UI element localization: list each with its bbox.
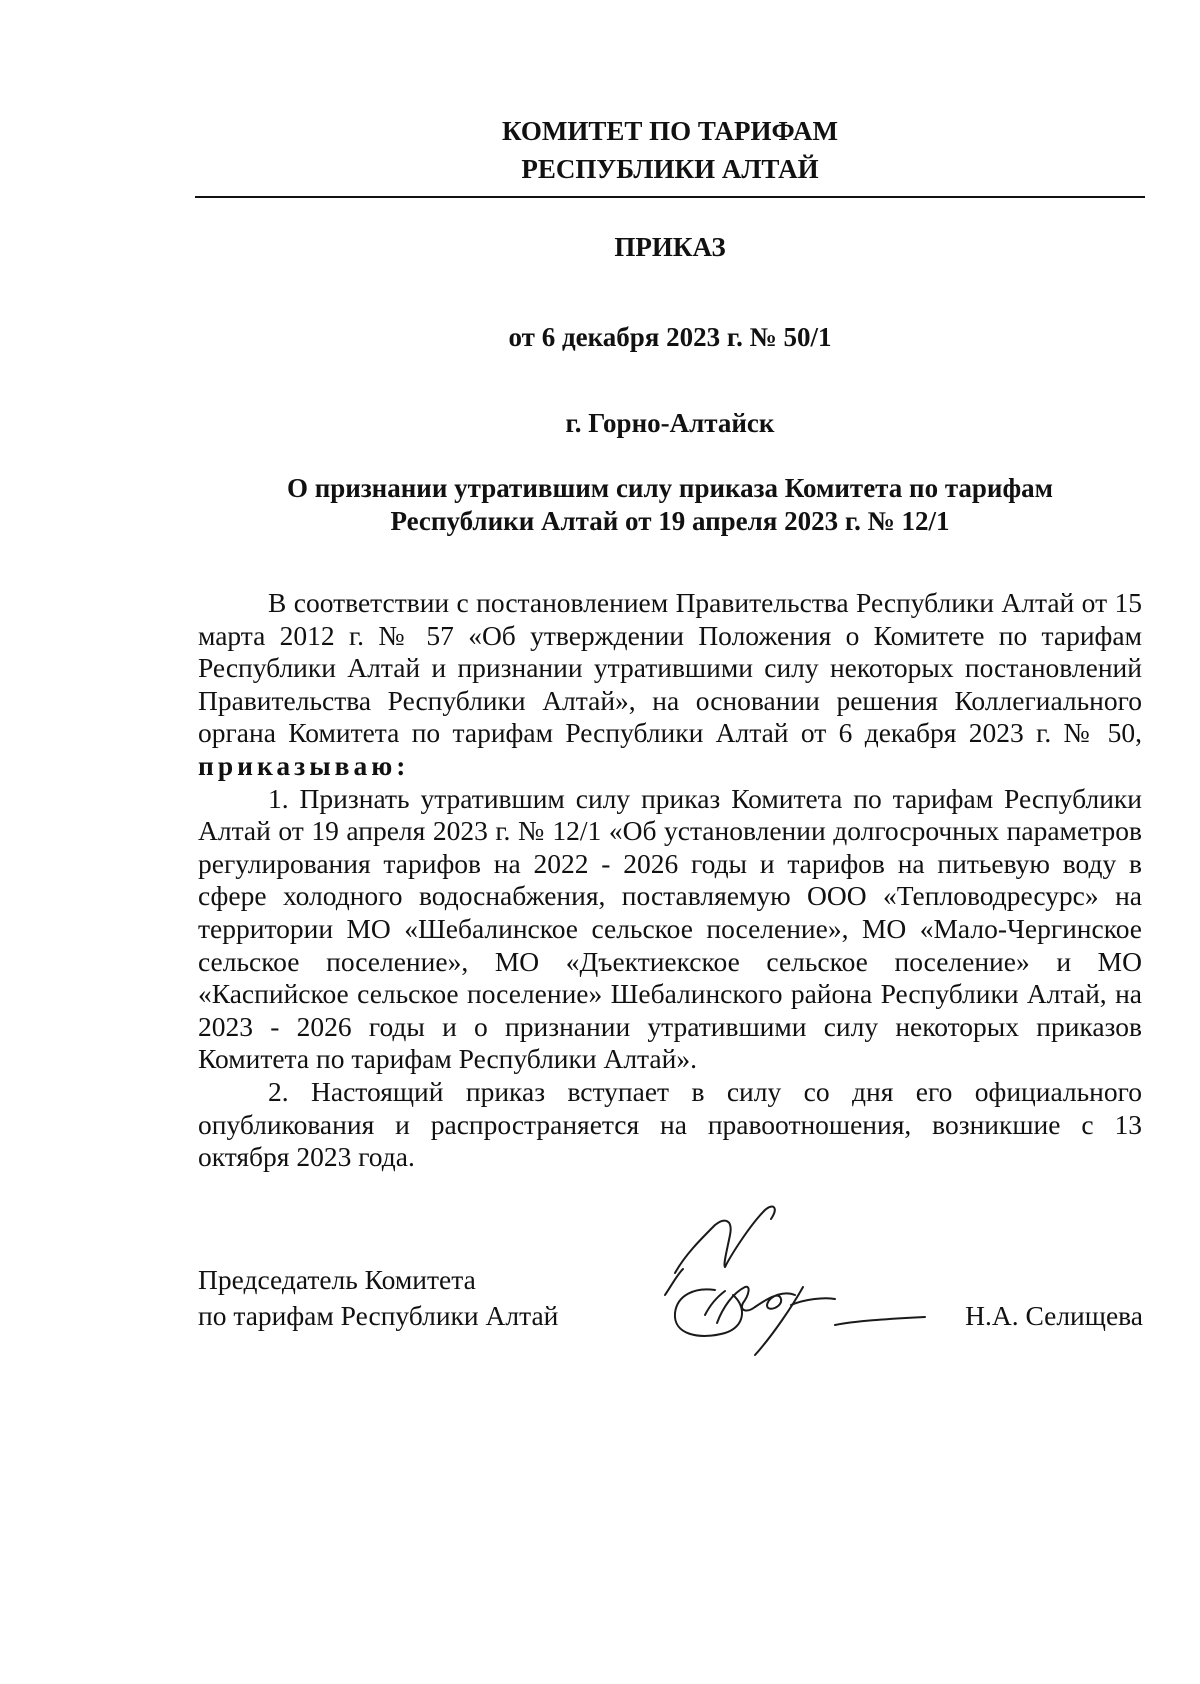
subject-line2: Республики Алтай от 19 апреля 2023 г. № 12/1 xyxy=(390,506,950,536)
preamble-text: В соответствии с постановлением Правительства Республики Алтай от 15 марта 2012 г. № 57 «Об утверждении Положения о Комитете по тарифам Республики Алтай и признании утратившими силу некоторых постановлений Правительства Республики Алтай», на основании решения Коллегиального органа Комитета по тарифам Республики Алтай от 6 декабря 2023 г. № 50, xyxy=(198,587,1142,749)
organization-header xyxy=(197,112,1143,188)
document-subject xyxy=(197,472,1143,538)
signer-name: Н.А. Селищева xyxy=(965,1300,1143,1331)
handwritten-signature xyxy=(655,1195,955,1365)
document-type: ПРИКАЗ xyxy=(614,232,726,262)
document-body xyxy=(198,587,1142,1174)
document-date-number: от 6 декабря 2023 г. № 50/1 xyxy=(508,322,832,352)
order-item-1: 1. Признать утратившим силу приказ Комитета по тарифам Республики Алтай от 19 апреля 2023 г. № 12/1 «Об установлении долгосрочных параметров регулирования тарифов на 2022 - 2026 годы и тарифов на питьевую воду в сфере холодного водоснабжения, поставляемую ООО «Тепловодресурс» на территории МО «Шебалинское сельское поселение», МО «Мало-Чергинское сельское поселение», МО «Дъектиекское сельское поселение» и МО «Каспийское сельское поселение» Шебалинского района Республики Алтай, на 2023 - 2026 годы и о признании утратившими силу некоторых приказов Комитета по тарифам Республики Алтай». xyxy=(198,782,1142,1075)
organization-name-line2: РЕСПУБЛИКИ АЛТАЙ xyxy=(521,154,819,184)
document-city: г. Горно-Алтайск xyxy=(565,408,775,438)
header-divider xyxy=(195,196,1145,198)
preamble-paragraph xyxy=(198,587,1142,783)
order-word: приказываю: xyxy=(198,749,410,781)
signer-position-line2: по тарифам Республики Алтай xyxy=(198,1300,559,1331)
organization-name-line1: КОМИТЕТ ПО ТАРИФАМ xyxy=(501,116,839,146)
subject-line1: О признании утратившим силу приказа Комитета по тарифам xyxy=(286,473,1054,503)
signer-position xyxy=(198,1262,558,1334)
order-item-2: 2. Настоящий приказ вступает в силу со дня его официального опубликования и распространяется на правоотношения, возникшие с 13 октября 2023 года. xyxy=(198,1075,1142,1173)
signer-position-line1: Председатель Комитета xyxy=(198,1264,476,1295)
